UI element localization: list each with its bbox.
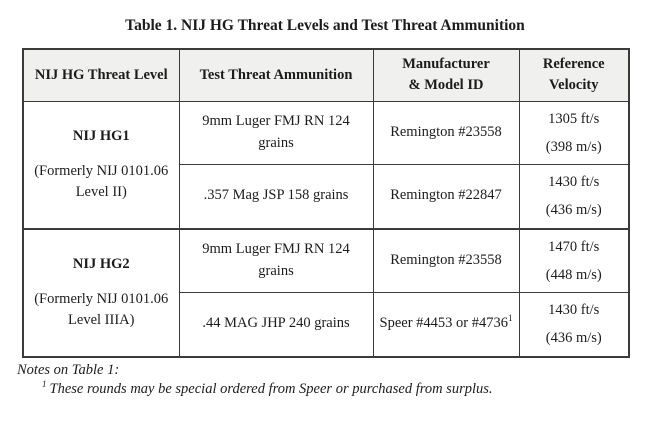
velocity-mps: (398 m/s) — [545, 138, 602, 155]
manufacturer-text: Remington #23558 — [390, 123, 502, 140]
table-row — [23, 101, 629, 165]
velocity-mps: (448 m/s) — [545, 266, 602, 283]
threat-level-formerly: (Formerly NIJ 0101.06 Level IIIA) — [34, 290, 169, 328]
header-velocity — [519, 49, 629, 101]
header-velocity-line1: Reference — [542, 56, 605, 73]
table-title: Table 1. NIJ HG Threat Levels and Test Threat Ammunition — [125, 17, 525, 34]
threat-levels-table — [22, 48, 630, 358]
manufacturer-cell — [373, 293, 519, 357]
manufacturer-text: Speer #4453 or #4736 — [379, 315, 508, 332]
velocity-cell — [519, 101, 629, 165]
footnote-text: These rounds may be special ordered from Speer or purchased from surplus. — [49, 380, 493, 397]
header-manufacturer — [373, 49, 519, 101]
header-manufacturer-line1: Manufacturer — [402, 56, 490, 73]
threat-level-cell-hg2 — [23, 229, 179, 357]
header-velocity-line2: Velocity — [549, 77, 599, 94]
velocity-fps: 1305 ft/s — [548, 110, 600, 127]
threat-level-cell-hg1 — [23, 101, 179, 229]
velocity-cell — [519, 293, 629, 357]
manufacturer-text: Remington #23558 — [390, 251, 502, 268]
footnote-marker: 1 — [42, 378, 47, 389]
ammunition-cell: 9mm Luger FMJ RN 124 grains — [179, 101, 373, 165]
ammunition-cell: .357 Mag JSP 158 grains — [179, 165, 373, 229]
threat-level-name: NIJ HG1 — [72, 128, 130, 145]
ammunition-cell: 9mm Luger FMJ RN 124 grains — [179, 229, 373, 293]
header-row — [23, 49, 629, 101]
footnote-marker: 1 — [507, 313, 513, 324]
header-ammunition-text: Test Threat Ammunition — [199, 66, 353, 83]
header-ammunition — [179, 49, 373, 101]
header-manufacturer-line2: & Model ID — [408, 77, 484, 94]
velocity-cell — [519, 229, 629, 293]
header-threat-level-text: NIJ HG Threat Level — [34, 66, 168, 83]
notes-heading: Notes on Table 1: — [17, 361, 120, 378]
manufacturer-cell — [373, 229, 519, 293]
manufacturer-text: Remington #22847 — [390, 187, 502, 204]
velocity-fps: 1430 ft/s — [548, 302, 600, 319]
manufacturer-cell — [373, 165, 519, 229]
ammunition-cell: .44 MAG JHP 240 grains — [179, 293, 373, 357]
threat-level-formerly: (Formerly NIJ 0101.06 Level II) — [34, 162, 169, 200]
threat-level-name: NIJ HG2 — [72, 256, 130, 273]
table-row — [23, 229, 629, 293]
velocity-mps: (436 m/s) — [545, 202, 602, 219]
velocity-fps: 1430 ft/s — [548, 174, 600, 191]
velocity-mps: (436 m/s) — [545, 330, 602, 347]
manufacturer-cell — [373, 101, 519, 165]
velocity-cell — [519, 165, 629, 229]
velocity-fps: 1470 ft/s — [548, 238, 600, 255]
notes-section — [17, 362, 650, 398]
header-threat-level — [23, 49, 179, 101]
footnote — [42, 378, 650, 398]
